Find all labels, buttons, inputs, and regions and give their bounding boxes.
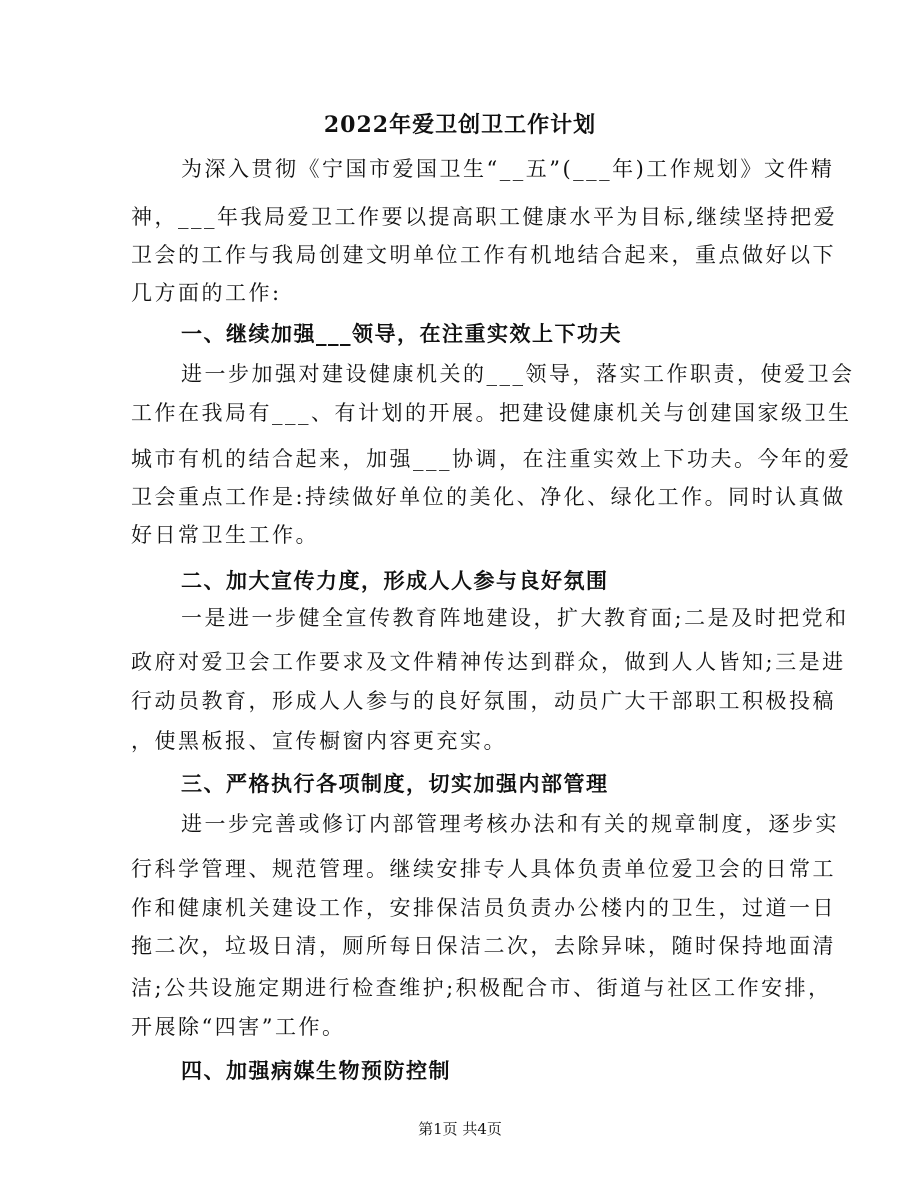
paragraph-line: 作和健康机关建设工作，安排保洁员负责办公楼内的卫生，过道一日 [131, 896, 836, 920]
paragraph-line: ，使黑板报、宣传橱窗内容更充实。 [131, 729, 507, 753]
paragraph-line: 为深入贯彻《宁国市爱国卫生“__五”(___年)工作规划》文件精 [181, 157, 835, 181]
paragraph-line: 卫会重点工作是:持续做好单位的美化、净化、绿化工作。同时认真做 [131, 485, 846, 509]
paragraph-line: 卫会的工作与我局创建文明单位工作有机地结合起来，重点做好以下 [131, 243, 836, 267]
paragraph-line: 进一步完善或修订内部管理考核办法和有关的规章制度，逐步实 [181, 812, 839, 836]
document-title: 2022年爱卫创卫工作计划 [323, 112, 597, 138]
paragraph-line: 一是进一步健全宣传教育阵地建设，扩大教育面;二是及时把党和 [181, 606, 849, 630]
paragraph-line: 城市有机的结合起来，加强___协调，在注重实效上下功夫。今年的爱 [131, 447, 852, 471]
section-heading: 一、继续加强___领导，在注重实效上下功夫 [181, 321, 622, 346]
paragraph-line: 拖二次，垃圾日清，厕所每日保洁二次，去除异味，随时保持地面清 [131, 934, 836, 958]
paragraph-line: 行动员教育，形成人人参与的良好氛围，动员广大干部职工积极投稿 [131, 689, 836, 713]
paragraph-line: 神，___年我局爱卫工作要以提高职工健康水平为目标,继续坚持把爱 [131, 205, 838, 229]
paragraph-line: 进一步加强对建设健康机关的___领导，落实工作职责，使爱卫会 [181, 362, 855, 386]
paragraph-line: 几方面的工作: [131, 281, 282, 305]
paragraph-line: 开展除“四害”工作。 [131, 1015, 346, 1039]
paragraph-line: 好日常卫生工作。 [131, 523, 319, 547]
section-heading: 三、严格执行各项制度，切实加强内部管理 [181, 771, 609, 796]
section-heading: 四、加强病媒生物预防控制 [181, 1058, 451, 1083]
paragraph-line: 政府对爱卫会工作要求及文件精神传达到群众，做到人人皆知;三是进 [131, 650, 846, 674]
page-number-footer: 第1页 共4页 [418, 1120, 502, 1138]
paragraph-line: 工作在我局有___、有计划的开展。把建设健康机关与创建国家级卫生 [131, 401, 852, 425]
paragraph-line: 洁;公共设施定期进行检查维护;积极配合市、街道与社区工作安排， [131, 976, 832, 1000]
paragraph-line: 行科学管理、规范管理。继续安排专人具体负责单位爱卫会的日常工 [131, 857, 836, 881]
section-heading: 二、加大宣传力度，形成人人参与良好氛围 [181, 568, 609, 593]
